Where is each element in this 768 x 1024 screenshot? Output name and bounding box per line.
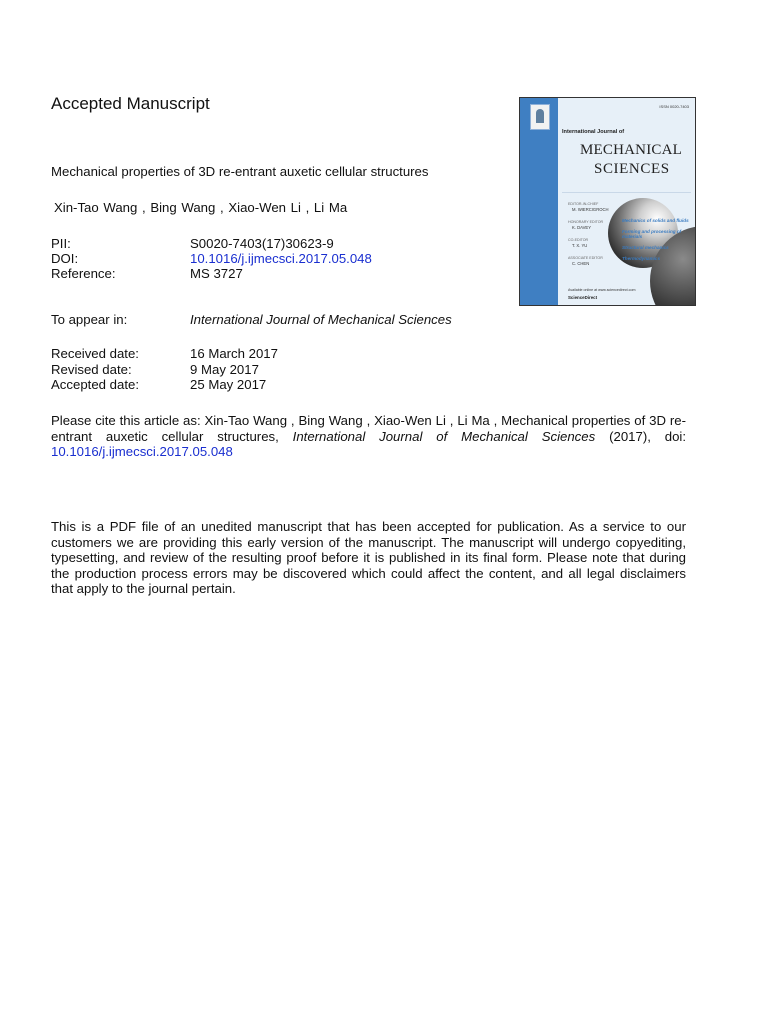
pii-label: PII:	[51, 236, 71, 251]
pii-value: S0020-7403(17)30623-9	[190, 236, 334, 251]
cover-editor-name: C. CHEN	[572, 261, 590, 266]
cover-editor-name: K. DAVEY	[572, 225, 592, 230]
received-value: 16 March 2017	[190, 346, 278, 361]
cover-journal-line: International Journal of	[562, 129, 625, 135]
reference-label: Reference:	[51, 266, 116, 281]
cover-topic: Structural mechanics	[622, 245, 669, 250]
cover-blue-band	[520, 98, 558, 305]
doi-link[interactable]: 10.1016/j.ijmecsci.2017.05.048	[190, 251, 372, 266]
received-label: Received date:	[51, 346, 139, 361]
citation-paragraph	[51, 413, 686, 460]
article-title: Mechanical properties of 3D re-entrant auxetic cellular structures	[51, 164, 429, 179]
cover-footer: Available online at www.sciencedirect.com	[568, 288, 636, 292]
pii-row	[51, 236, 334, 251]
accepted-label: Accepted date:	[51, 377, 139, 392]
cover-issn: ISSN 0020-7403	[659, 104, 689, 109]
citation-text: Please cite this article as: Xin-Tao Wang , Bing Wang , Xiao-Wen Li , Li Ma , Mechanical properties of 3D re-entrant auxetic cellular structures,	[51, 413, 686, 444]
cover-publisher: ScienceDirect	[568, 295, 598, 300]
doi-row	[51, 251, 372, 266]
cover-editor-role: ASSOCIATE EDITOR	[568, 256, 603, 260]
cover-editor-role: HONORARY EDITOR	[568, 220, 604, 224]
citation-suffix: (2017), doi:	[595, 428, 687, 444]
cover-editor-name: T. X. YU	[572, 243, 588, 248]
citation-doi-link[interactable]: 10.1016/j.ijmecsci.2017.05.048	[51, 444, 233, 460]
authors: Xin-Tao Wang , Bing Wang , Xiao-Wen Li , Li Ma	[54, 200, 348, 215]
reference-row	[51, 266, 243, 281]
elsevier-tree-icon	[530, 104, 550, 130]
reference-value: MS 3727	[190, 266, 243, 281]
cover-topic: Forming and processing of materials	[622, 229, 682, 239]
accepted-row	[51, 377, 266, 392]
revised-value: 9 May 2017	[190, 362, 259, 377]
cover-divider	[562, 192, 691, 193]
notice-paragraph: This is a PDF file of an unedited manuscript that has been accepted for publication. As a service to our customers we are providing this early version of the manuscript. The manuscript will undergo copyediting, typesetting, and review of the resulting proof before it is published in its final form. Please note that during the production process errors may be discovered which could affect the content, and all legal disclaimers that apply to the journal pertain.	[51, 519, 686, 597]
received-row	[51, 346, 278, 361]
appear-row	[51, 312, 452, 327]
journal-cover-image	[519, 97, 696, 306]
revised-label: Revised date:	[51, 362, 132, 377]
cover-editor-name: M. WIERCIGROCH	[572, 207, 609, 212]
cover-editor-role: CO-EDITOR	[568, 238, 589, 242]
doi-label: DOI:	[51, 251, 79, 266]
appear-label: To appear in:	[51, 312, 128, 327]
cover-panel	[558, 98, 695, 305]
appear-value: International Journal of Mechanical Sciences	[190, 312, 452, 327]
cover-topics	[622, 218, 692, 267]
cover-topic: Thermodynamics	[622, 256, 661, 261]
cover-title-sciences: SCIENCES	[594, 161, 670, 177]
heading: Accepted Manuscript	[51, 94, 210, 113]
accepted-value: 25 May 2017	[190, 377, 267, 392]
revised-row	[51, 362, 259, 377]
cover-editor-role: EDITOR-IN-CHIEF	[568, 202, 599, 206]
citation-journal: International Journal of Mechanical Sciences	[292, 428, 596, 444]
cover-title-mechanical: MECHANICAL	[580, 142, 682, 158]
cover-topic: Mechanics of solids and fluids	[622, 218, 689, 223]
